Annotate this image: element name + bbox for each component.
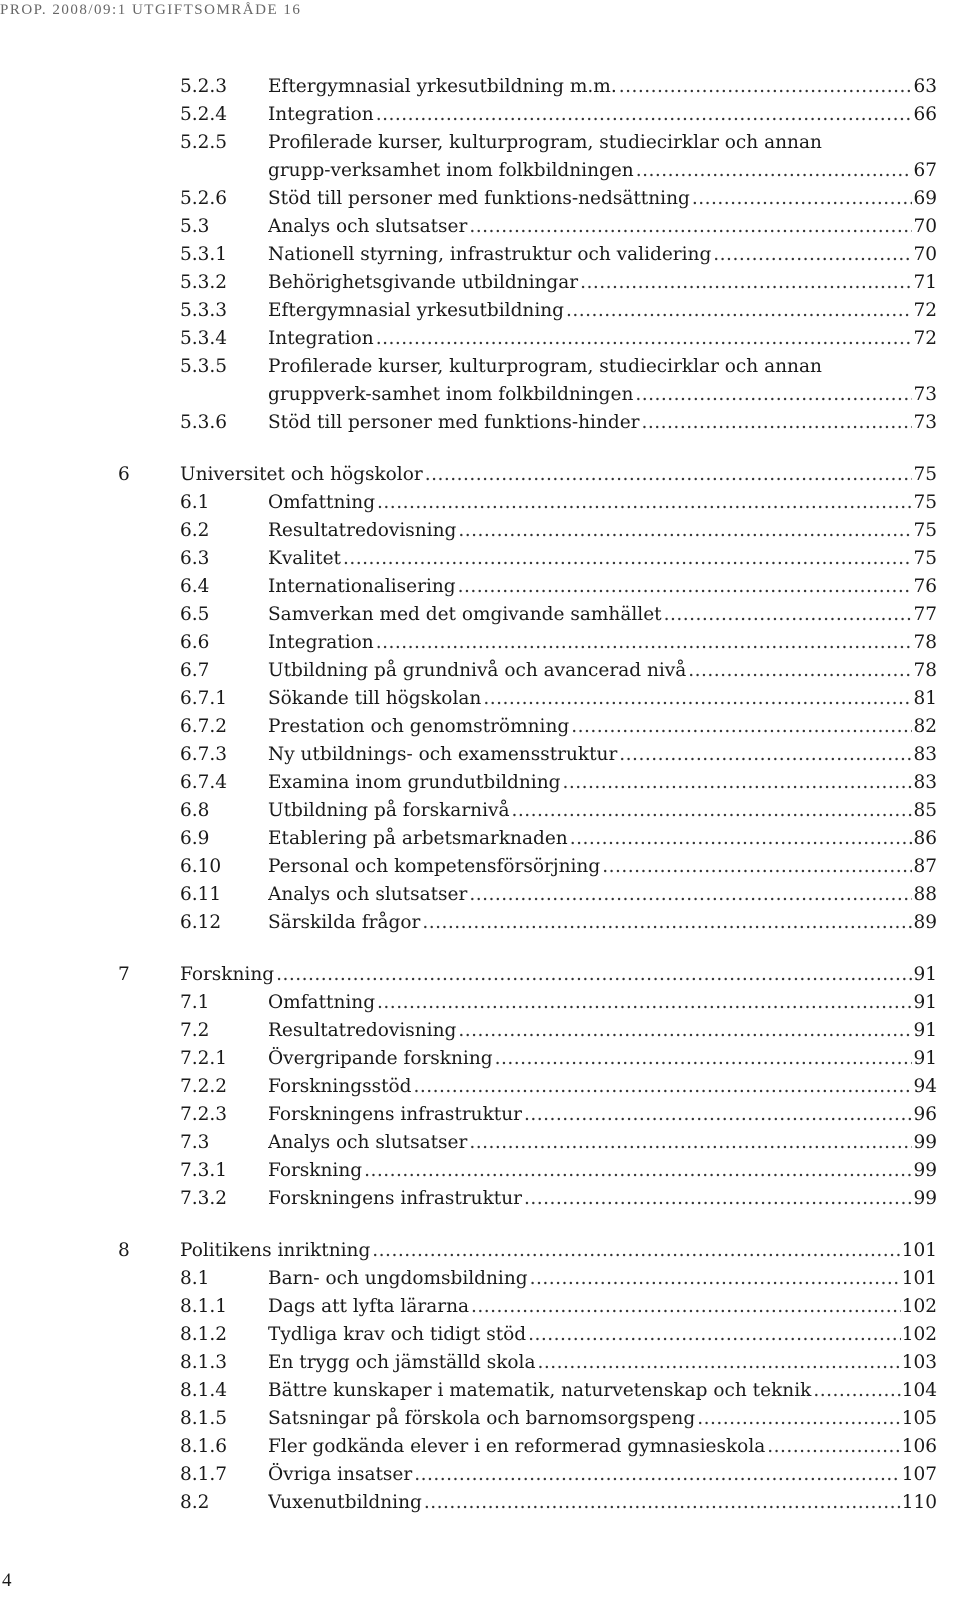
toc-entry-number: 6.1 xyxy=(180,492,210,513)
toc-entry-page: 104 xyxy=(901,1380,937,1401)
toc-entry-page: 71 xyxy=(913,272,937,293)
toc-entry[interactable] xyxy=(0,1158,960,1184)
toc-entry-page: 107 xyxy=(901,1464,937,1485)
toc-entry-page: 66 xyxy=(913,104,937,125)
toc-entry[interactable] xyxy=(0,826,960,852)
toc-entry-title: En trygg och jämställd skola xyxy=(268,1352,536,1373)
toc-entry-title: gruppverk-samhet inom folkbildningen xyxy=(268,384,634,405)
toc-entry-page: 110 xyxy=(901,1492,937,1513)
toc-entry-page: 67 xyxy=(913,160,937,181)
dot-leader xyxy=(571,714,912,740)
toc-entry[interactable] xyxy=(0,854,960,880)
dot-leader xyxy=(524,1102,912,1128)
toc-entry-page: 82 xyxy=(913,716,937,737)
toc-entry-page: 75 xyxy=(913,492,937,513)
toc-entry[interactable] xyxy=(0,630,960,656)
toc-entry-number: 8.2 xyxy=(180,1492,210,1513)
toc-entry-number: 8.1.2 xyxy=(180,1324,228,1345)
toc-entry[interactable] xyxy=(0,270,960,296)
toc-entry-number: 6.9 xyxy=(180,828,210,849)
toc-entry-number: 7 xyxy=(118,964,130,985)
toc-entry-page: 85 xyxy=(913,800,937,821)
toc-entry-number: 6.11 xyxy=(180,884,222,905)
toc-entry[interactable] xyxy=(0,742,960,768)
dot-leader xyxy=(414,1074,913,1100)
toc-entry-title: Forskningens infrastruktur xyxy=(268,1104,522,1125)
toc-entry-page: 81 xyxy=(913,688,937,709)
dot-leader xyxy=(642,410,913,436)
dot-leader xyxy=(664,602,913,628)
toc-entry-page: 78 xyxy=(913,632,937,653)
toc-entry-title: Vuxenutbildning xyxy=(268,1492,422,1513)
toc-entry[interactable] xyxy=(0,158,960,184)
toc-entry-page: 73 xyxy=(913,384,937,405)
dot-leader xyxy=(471,1294,901,1320)
toc-entry-number: 6.7.3 xyxy=(180,744,228,765)
toc-entry-number: 5.3.6 xyxy=(180,412,228,433)
toc-entry[interactable] xyxy=(0,658,960,684)
toc-entry-number: 8.1.3 xyxy=(180,1352,228,1373)
toc-entry-number: 5.2.3 xyxy=(180,76,228,97)
toc-entry-page: 75 xyxy=(913,464,937,485)
dot-leader xyxy=(458,1018,912,1044)
dot-leader xyxy=(372,1238,900,1264)
toc-entry-number: 6.12 xyxy=(180,912,222,933)
toc-entry-title: Sökande till högskolan xyxy=(268,688,482,709)
toc-entry-number: 7.3.1 xyxy=(180,1160,228,1181)
dot-leader xyxy=(580,270,912,296)
toc-entry-number: 5.2.5 xyxy=(180,132,228,153)
toc-entry-number: 7.2.2 xyxy=(180,1076,228,1097)
toc-entry-title: Stöd till personer med funktions-hinder xyxy=(268,412,640,433)
toc-entry-title: Fler godkända elever i en reformerad gymnasieskola xyxy=(268,1436,766,1457)
dot-leader xyxy=(483,686,912,712)
toc-entry-number: 5.2.4 xyxy=(180,104,228,125)
toc-entry[interactable] xyxy=(0,1102,960,1128)
toc-entry-number: 6.7.4 xyxy=(180,772,228,793)
dot-leader xyxy=(636,158,913,184)
toc-entry[interactable] xyxy=(0,242,960,268)
toc-entry-page: 70 xyxy=(913,216,937,237)
dot-leader xyxy=(692,186,913,212)
toc-entry[interactable] xyxy=(0,770,960,796)
toc-entry-title: Eftergymnasial yrkesutbildning xyxy=(268,300,564,321)
toc-entry[interactable] xyxy=(0,574,960,600)
toc-entry-page: 83 xyxy=(913,772,937,793)
dot-leader xyxy=(512,798,913,824)
toc-entry-title: Resultatredovisning xyxy=(268,520,457,541)
dot-leader xyxy=(570,826,913,852)
dot-leader xyxy=(528,1322,901,1348)
toc-entry-number: 6.4 xyxy=(180,576,210,597)
toc-entry-page: 96 xyxy=(913,1104,937,1125)
dot-leader xyxy=(469,214,912,240)
toc-entry[interactable] xyxy=(0,1462,960,1488)
toc-entry-number: 6.7.2 xyxy=(180,716,228,737)
dot-leader xyxy=(495,1046,913,1072)
toc-entry-page: 75 xyxy=(913,548,937,569)
toc-entry-number: 6.10 xyxy=(180,856,222,877)
toc-entry-title: Forskning xyxy=(180,964,275,985)
toc-entry[interactable] xyxy=(0,102,960,128)
toc-entry-number: 5.3.3 xyxy=(180,300,228,321)
toc-entry-page: 76 xyxy=(913,576,937,597)
dot-leader xyxy=(376,102,913,128)
toc-entry-number: 5.3.2 xyxy=(180,272,228,293)
toc-entry-number: 7.2.3 xyxy=(180,1104,228,1125)
toc-entry-title: Omfattning xyxy=(268,992,376,1013)
toc-entry-number: 5.2.6 xyxy=(180,188,228,209)
toc-entry-page: 99 xyxy=(913,1160,937,1181)
toc-entry[interactable] xyxy=(0,354,960,380)
toc-entry-number: 6.8 xyxy=(180,800,210,821)
toc-entry-title: Tydliga krav och tidigt stöd xyxy=(268,1324,527,1345)
toc-entry[interactable] xyxy=(0,1322,960,1348)
toc-entry-number: 8.1.6 xyxy=(180,1436,228,1457)
toc-entry[interactable] xyxy=(0,1130,960,1156)
toc-chapter-entry[interactable] xyxy=(0,962,960,988)
dot-leader xyxy=(635,382,912,408)
toc-entry-title: Examina inom grundutbildning xyxy=(268,772,561,793)
dot-leader xyxy=(424,1490,901,1516)
toc-entry[interactable] xyxy=(0,602,960,628)
toc-entry[interactable] xyxy=(0,714,960,740)
dot-leader xyxy=(713,242,912,268)
dot-leader xyxy=(566,298,912,324)
toc-entry-number: 7.2 xyxy=(180,1020,210,1041)
toc-entry[interactable] xyxy=(0,1350,960,1376)
toc-entry-page: 73 xyxy=(913,412,937,433)
toc-entry-title: Nationell styrning, infrastruktur och validering xyxy=(268,244,712,265)
toc-entry-title: Personal och kompetensförsörjning xyxy=(268,856,601,877)
toc-entry[interactable] xyxy=(0,882,960,908)
toc-entry-title: Stöd till personer med funktions-nedsättning xyxy=(268,188,690,209)
toc-entry-title: Resultatredovisning xyxy=(268,1020,457,1041)
toc-entry-number: 8.1.5 xyxy=(180,1408,228,1429)
dot-leader xyxy=(458,574,913,600)
toc-entry-title: Särskilda frågor xyxy=(268,912,421,933)
toc-entry-number: 7.1 xyxy=(180,992,210,1013)
toc-entry-page: 94 xyxy=(913,1076,937,1097)
toc-entry-title: Profilerade kurser, kulturprogram, studiecirklar och annan xyxy=(268,356,822,377)
toc-entry-page: 105 xyxy=(901,1408,937,1429)
toc-entry-number: 7.2.1 xyxy=(180,1048,228,1069)
toc-entry-title: Kvalitet xyxy=(268,548,341,569)
toc-entry[interactable] xyxy=(0,798,960,824)
toc-entry[interactable] xyxy=(0,130,960,156)
toc-entry-number: 8.1.7 xyxy=(180,1464,228,1485)
toc-entry-title: Eftergymnasial yrkesutbildning m.m. xyxy=(268,76,617,97)
toc-entry[interactable] xyxy=(0,1046,960,1072)
toc-entry-page: 91 xyxy=(913,992,937,1013)
toc-entry-page: 69 xyxy=(913,188,937,209)
toc-entry-title: Utbildning på grundnivå och avancerad nivå xyxy=(268,660,687,681)
toc-entry-page: 88 xyxy=(913,884,937,905)
toc-entry-page: 77 xyxy=(913,604,937,625)
toc-entry-page: 102 xyxy=(901,1324,937,1345)
toc-entry-title: Profilerade kurser, kulturprogram, studiecirklar och annan xyxy=(268,132,822,153)
toc-entry-title: Etablering på arbetsmarknaden xyxy=(268,828,568,849)
dot-leader xyxy=(414,1462,900,1488)
toc-entry-number: 7.3.2 xyxy=(180,1188,228,1209)
toc-entry-title: Forskningens infrastruktur xyxy=(268,1188,522,1209)
toc-entry[interactable] xyxy=(0,1266,960,1292)
dot-leader xyxy=(364,1158,912,1184)
toc-entry[interactable] xyxy=(0,518,960,544)
toc-entry-page: 102 xyxy=(901,1296,937,1317)
toc-entry-title: Analys och slutsatser xyxy=(268,216,468,237)
toc-chapter-entry[interactable] xyxy=(0,1238,960,1264)
toc-entry[interactable] xyxy=(0,910,960,936)
toc-entry-number: 6.7.1 xyxy=(180,688,228,709)
toc-entry-page: 86 xyxy=(913,828,937,849)
toc-entry-number: 6.7 xyxy=(180,660,210,681)
toc-entry-title: Universitet och högskolor xyxy=(180,464,423,485)
toc-entry-number: 8.1 xyxy=(180,1268,210,1289)
toc-entry-page: 101 xyxy=(901,1240,937,1261)
toc-entry[interactable] xyxy=(0,1074,960,1100)
toc-entry-title: Ny utbildnings- och examensstruktur xyxy=(268,744,618,765)
toc-entry[interactable] xyxy=(0,1378,960,1404)
toc-entry[interactable] xyxy=(0,382,960,408)
dot-leader xyxy=(619,742,912,768)
toc-entry[interactable] xyxy=(0,686,960,712)
toc-entry-title: Forskningsstöd xyxy=(268,1076,412,1097)
dot-leader xyxy=(697,1406,900,1432)
dot-leader xyxy=(562,770,912,796)
toc-entry[interactable] xyxy=(0,298,960,324)
toc-entry-number: 6.2 xyxy=(180,520,210,541)
toc-entry[interactable] xyxy=(0,1406,960,1432)
toc-entry-number: 8.1.4 xyxy=(180,1380,228,1401)
toc-entry-page: 106 xyxy=(901,1436,937,1457)
toc-entry-page: 91 xyxy=(913,1048,937,1069)
toc-entry-page: 91 xyxy=(913,964,937,985)
dot-leader xyxy=(602,854,912,880)
dot-leader xyxy=(469,1130,912,1156)
toc-entry-page: 99 xyxy=(913,1132,937,1153)
toc-entry-title: Analys och slutsatser xyxy=(268,1132,468,1153)
toc-entry-number: 5.3.1 xyxy=(180,244,228,265)
toc-entry[interactable] xyxy=(0,1490,960,1516)
dot-leader xyxy=(530,1266,901,1292)
toc-entry-title: Forskning xyxy=(268,1160,363,1181)
toc-entry-number: 7.3 xyxy=(180,1132,210,1153)
toc-entry-title: Satsningar på förskola och barnomsorgspeng xyxy=(268,1408,696,1429)
toc-entry[interactable] xyxy=(0,1186,960,1212)
toc-entry[interactable] xyxy=(0,214,960,240)
toc-entry[interactable] xyxy=(0,410,960,436)
dot-leader xyxy=(619,74,913,100)
dot-leader xyxy=(458,518,912,544)
dot-leader xyxy=(376,326,913,352)
toc-entry-title: Bättre kunskaper i matematik, naturvetenskap och teknik xyxy=(268,1380,812,1401)
toc-entry-title: Internationalisering xyxy=(268,576,456,597)
dot-leader xyxy=(377,990,912,1016)
dot-leader xyxy=(376,630,913,656)
dot-leader xyxy=(524,1186,912,1212)
toc-entry[interactable] xyxy=(0,546,960,572)
toc-entry-page: 99 xyxy=(913,1188,937,1209)
dot-leader xyxy=(469,882,912,908)
toc-entry-title: Barn- och ungdomsbildning xyxy=(268,1268,528,1289)
toc-entry-page: 63 xyxy=(913,76,937,97)
toc-entry-title: Integration xyxy=(268,104,374,125)
toc-entry-title: Politikens inriktning xyxy=(180,1240,371,1261)
toc-entry-title: Omfattning xyxy=(268,492,376,513)
toc-entry[interactable] xyxy=(0,1294,960,1320)
toc-entry-title: Prestation och genomströmning xyxy=(268,716,570,737)
dot-leader xyxy=(538,1350,901,1376)
toc-entry-page: 83 xyxy=(913,744,937,765)
toc-entry-number: 5.3.5 xyxy=(180,356,228,377)
toc-entry-number: 8.1.1 xyxy=(180,1296,228,1317)
dot-leader xyxy=(276,962,912,988)
running-header: PROP. 2008/09:1 UTGIFTSOMRÅDE 16 xyxy=(0,2,302,18)
toc-entry-page: 103 xyxy=(901,1352,937,1373)
toc-entry-number: 5.3 xyxy=(180,216,210,237)
toc-entry[interactable] xyxy=(0,326,960,352)
toc-entry-title: Integration xyxy=(268,632,374,653)
toc-entry-title: grupp-verksamhet inom folkbildningen xyxy=(268,160,634,181)
dot-leader xyxy=(688,658,912,684)
toc-entry-number: 6 xyxy=(118,464,130,485)
toc-entry-title: Övergripande forskning xyxy=(268,1048,493,1069)
toc-entry-page: 72 xyxy=(913,328,937,349)
toc-entry-number: 6.5 xyxy=(180,604,210,625)
dot-leader xyxy=(377,490,912,516)
toc-entry[interactable] xyxy=(0,74,960,100)
dot-leader xyxy=(422,910,912,936)
toc-entry-title: Samverkan med det omgivande samhället xyxy=(268,604,662,625)
dot-leader xyxy=(767,1434,900,1460)
toc-chapter-entry[interactable] xyxy=(0,462,960,488)
dot-leader xyxy=(813,1378,900,1404)
toc-entry-page: 75 xyxy=(913,520,937,541)
toc-entry-title: Dags att lyfta lärarna xyxy=(268,1296,470,1317)
toc-entry[interactable] xyxy=(0,490,960,516)
toc-entry[interactable] xyxy=(0,990,960,1016)
toc-entry-title: Utbildning på forskarnivå xyxy=(268,800,510,821)
toc-entry-page: 70 xyxy=(913,244,937,265)
toc-entry[interactable] xyxy=(0,1018,960,1044)
dot-leader xyxy=(343,546,913,572)
toc-entry-number: 5.3.4 xyxy=(180,328,228,349)
toc-entry-number: 6.3 xyxy=(180,548,210,569)
toc-entry-page: 89 xyxy=(913,912,937,933)
toc-entry[interactable] xyxy=(0,186,960,212)
toc-entry-number: 6.6 xyxy=(180,632,210,653)
toc-entry-page: 101 xyxy=(901,1268,937,1289)
toc-entry-title: Behörighetsgivande utbildningar xyxy=(268,272,579,293)
toc-entry-page: 91 xyxy=(913,1020,937,1041)
toc-entry-page: 72 xyxy=(913,300,937,321)
toc-entry-title: Integration xyxy=(268,328,374,349)
page-number: 4 xyxy=(2,1570,12,1591)
toc-entry[interactable] xyxy=(0,1434,960,1460)
toc-entry-title: Analys och slutsatser xyxy=(268,884,468,905)
dot-leader xyxy=(425,462,913,488)
toc-entry-page: 87 xyxy=(913,856,937,877)
toc-entry-number: 8 xyxy=(118,1240,130,1261)
toc-entry-page: 78 xyxy=(913,660,937,681)
toc-entry-title: Övriga insatser xyxy=(268,1464,413,1485)
